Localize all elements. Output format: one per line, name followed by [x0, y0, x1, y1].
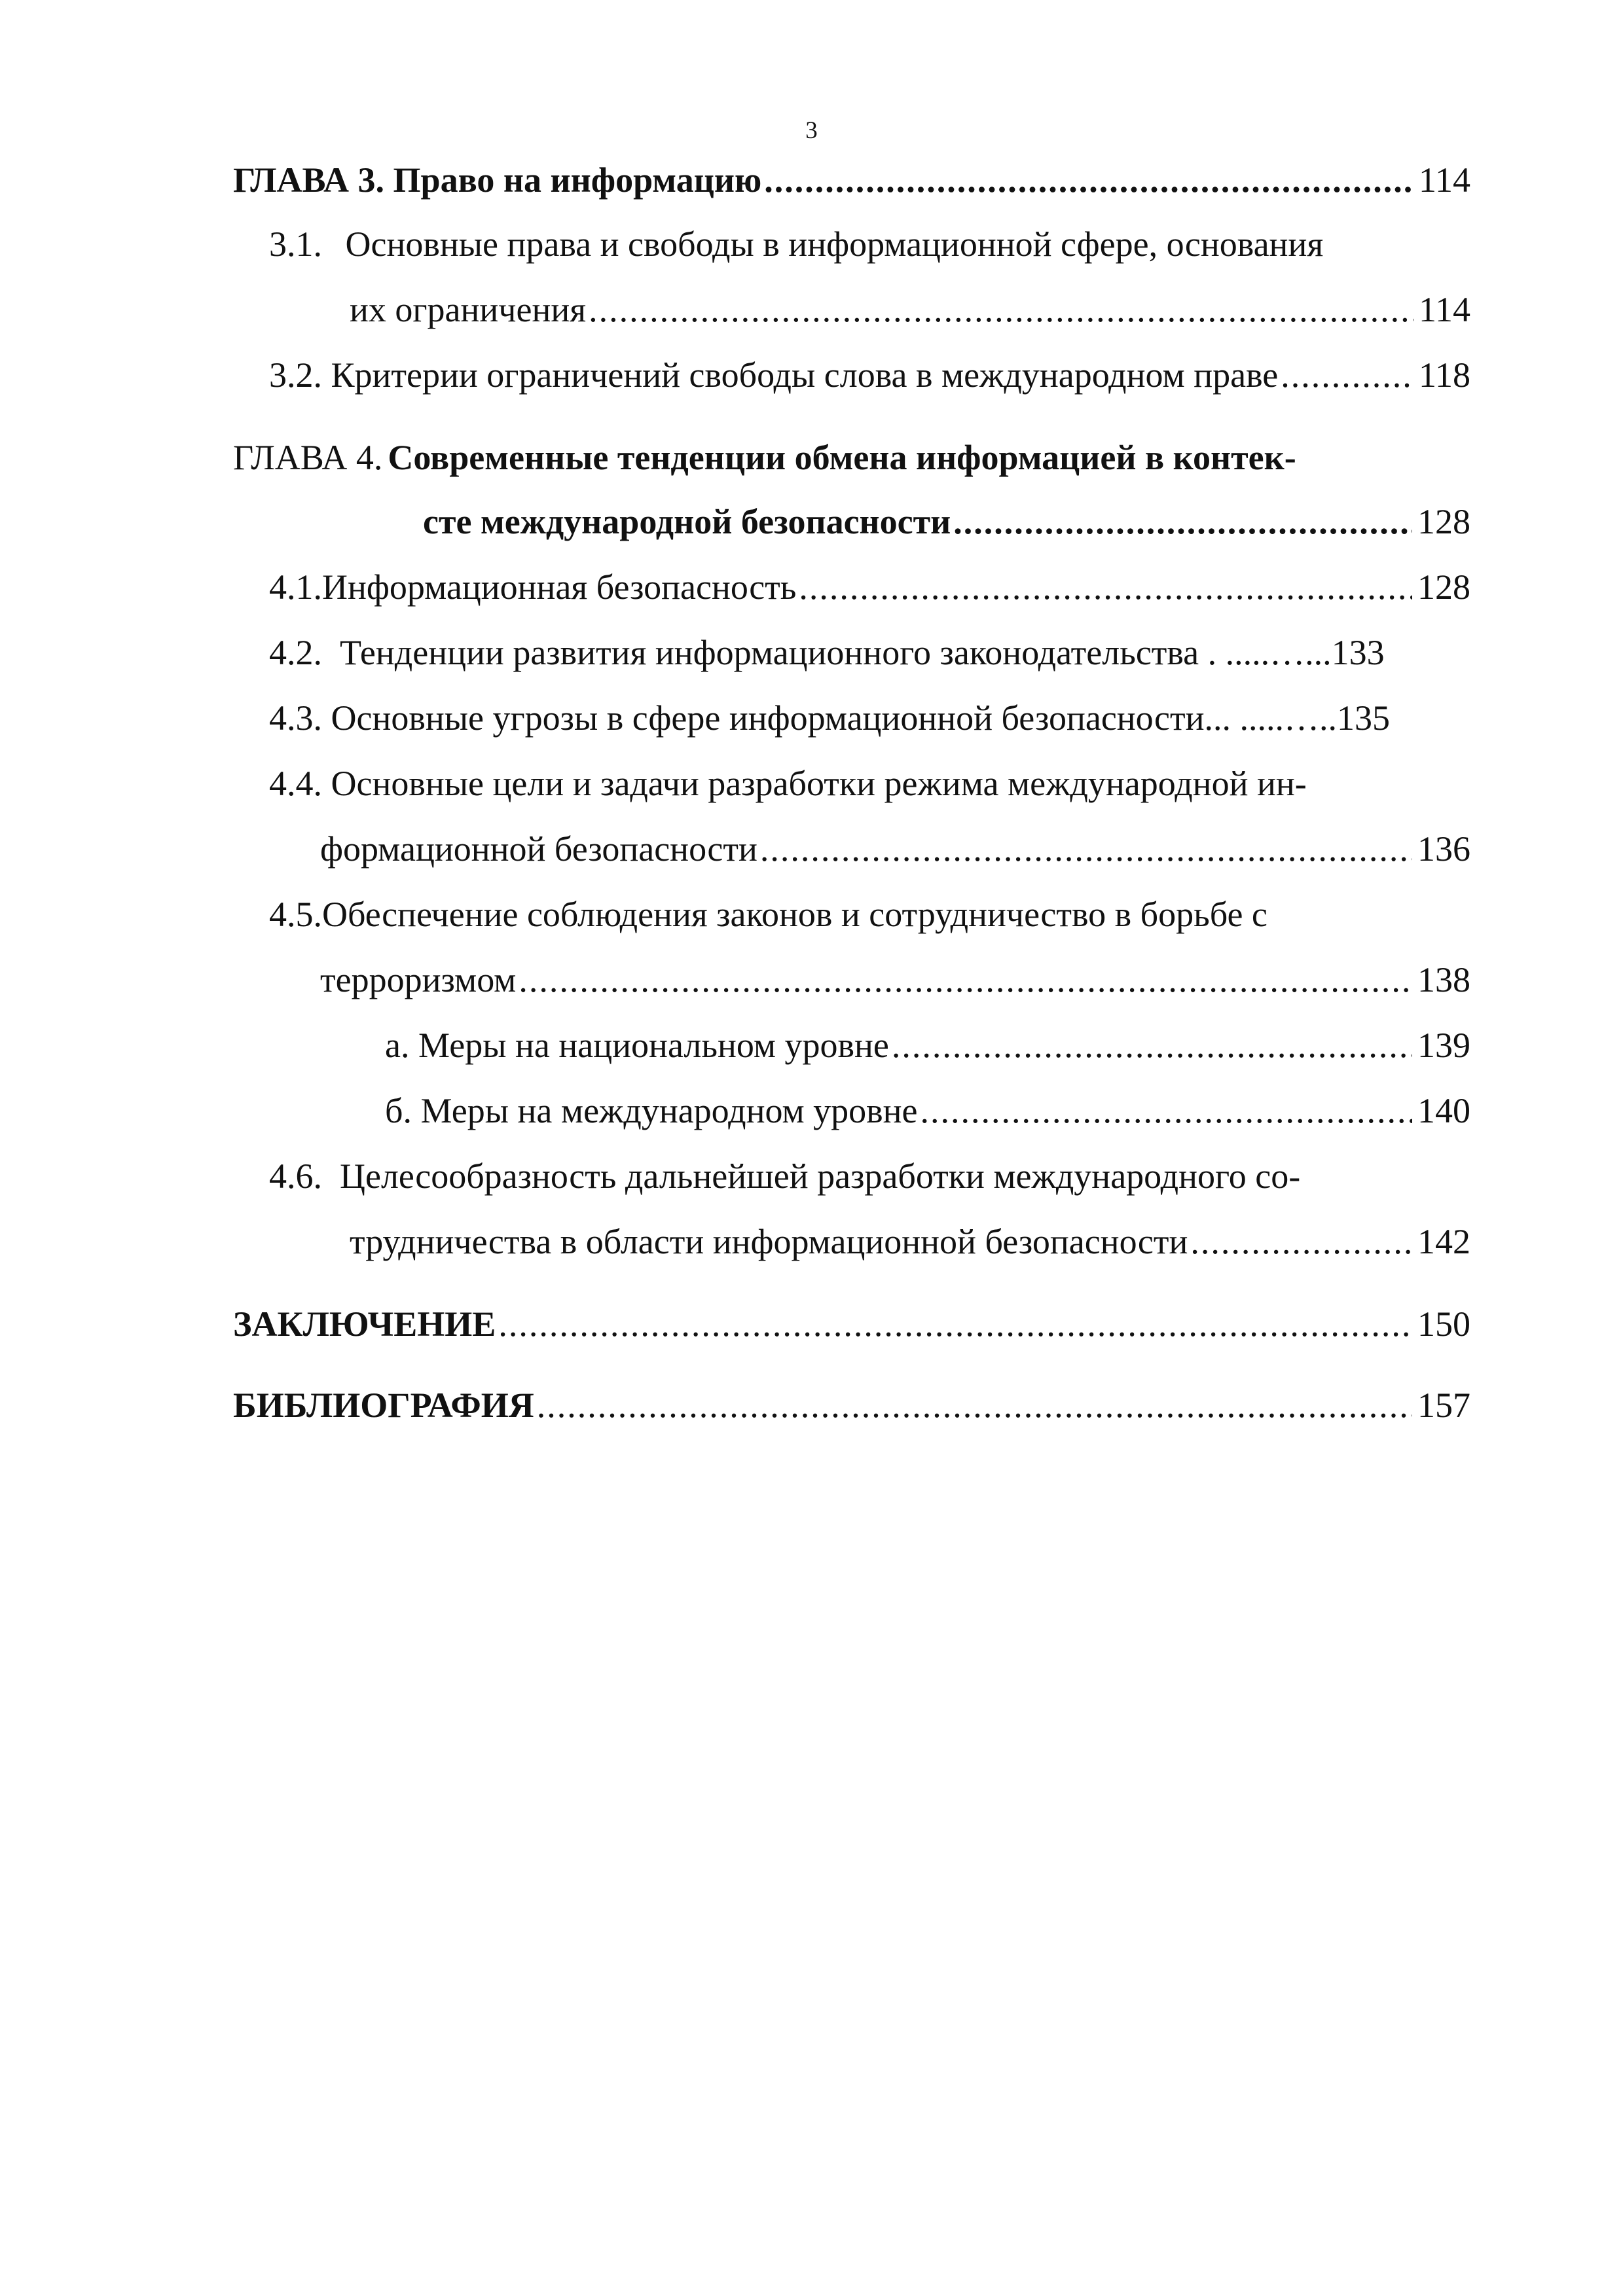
toc-entry-title: 3.2. Критерии ограничений свободы слова в международном праве — [269, 355, 1279, 395]
dot-leader — [764, 151, 1413, 209]
toc-entry-4-3[interactable] — [269, 689, 1470, 747]
toc-entry-title: 4.1.Информационная безопасность — [269, 567, 797, 607]
toc-entry-title: Основные права и свободы в информационной сфере, основания — [345, 224, 1324, 264]
toc-page-ref: 114 — [1419, 290, 1470, 329]
toc-entry-title-continued: формационной безопасности — [320, 829, 757, 869]
toc-page-ref: 114 — [1419, 160, 1470, 200]
toc-entry-chapter-4-line1[interactable] — [233, 428, 1470, 487]
toc-entry-4-1[interactable] — [269, 558, 1470, 617]
dot-leader — [589, 280, 1413, 339]
toc-page-ref: 139 — [1417, 1026, 1470, 1065]
toc-entry-4-2[interactable] — [269, 623, 1470, 682]
toc-entry-title: БИБЛИОГРАФИЯ — [233, 1386, 534, 1425]
dot-leader — [519, 950, 1412, 1009]
toc-entry-title-continued: их ограничения — [350, 290, 587, 329]
toc-entry-title: 4.3. Основные угрозы в сфере информационной безопасности... .....…..135 — [269, 698, 1390, 738]
toc-entry-conclusion[interactable] — [233, 1295, 1470, 1354]
toc-entry-title-continued: сте международной безопасности — [423, 502, 951, 541]
dot-leader — [760, 819, 1412, 878]
toc-entry-title: ГЛАВА 3. Право на информацию — [233, 160, 762, 200]
toc-entry-title: 4.2. Тенденции развития информационного законодательства . .....…...133 — [269, 633, 1385, 672]
toc-page-ref: 136 — [1417, 829, 1470, 869]
toc-entry-4-5-b[interactable] — [385, 1081, 1470, 1140]
toc-entry-title: 4.6. Целесообразность дальнейшей разработки международного со- — [269, 1157, 1301, 1196]
toc-page-ref: 128 — [1417, 502, 1470, 541]
toc-entry-3-2[interactable] — [269, 346, 1470, 404]
toc-entry-4-4-line1[interactable] — [269, 754, 1470, 813]
toc-page-ref: 150 — [1417, 1304, 1470, 1344]
dot-leader — [1281, 346, 1413, 404]
toc-entry-4-5-a[interactable] — [385, 1016, 1470, 1075]
dot-leader — [1190, 1212, 1412, 1271]
dot-leader — [498, 1295, 1412, 1354]
toc-entry-title-continued: трудничества в области информационной безопасности — [350, 1222, 1188, 1261]
toc-entry-title-continued: терроризмом — [320, 960, 517, 999]
toc-entry-title: 4.4. Основные цели и задачи разработки режима международной ин- — [269, 764, 1307, 803]
toc-entry-3-1-line2[interactable] — [350, 280, 1470, 339]
toc-page-ref: 118 — [1419, 355, 1470, 395]
dot-leader — [953, 492, 1412, 551]
toc-page-ref: 157 — [1417, 1386, 1470, 1425]
toc-page-ref: 142 — [1417, 1222, 1470, 1261]
page-number: 3 — [805, 117, 818, 144]
toc-entry-4-5-line1[interactable] — [269, 885, 1470, 944]
dot-leader — [799, 558, 1412, 617]
toc-page-ref: 140 — [1417, 1091, 1470, 1130]
dot-leader — [892, 1016, 1412, 1075]
toc-entry-4-5-line2[interactable] — [320, 950, 1470, 1009]
toc-chapter-prefix: ГЛАВА 4. — [233, 438, 383, 477]
toc-entry-bibliography[interactable] — [233, 1376, 1470, 1435]
toc-section-number: 3.1. — [269, 224, 322, 264]
toc-entry-4-4-line2[interactable] — [320, 819, 1470, 878]
toc-page-ref: 128 — [1417, 567, 1470, 607]
toc-entry-3-1-line1[interactable] — [269, 215, 1470, 274]
toc-entry-title: ЗАКЛЮЧЕНИЕ — [233, 1304, 496, 1344]
toc-page-ref: 138 — [1417, 960, 1470, 999]
toc-entry-chapter-4-line2[interactable] — [423, 492, 1470, 551]
toc-entry-title: 4.5.Обеспечение соблюдения законов и сотрудничество в борьбе с — [269, 895, 1267, 934]
toc-entry-4-6-line1[interactable] — [269, 1147, 1470, 1206]
toc-entry-chapter-3[interactable] — [233, 151, 1470, 209]
dot-leader — [921, 1081, 1412, 1140]
toc-entry-4-6-line2[interactable] — [350, 1212, 1470, 1271]
toc-entry-title: б. Меры на международном уровне — [385, 1091, 918, 1130]
toc-entry-title: Современные тенденции обмена информацией в контек- — [388, 438, 1296, 477]
dot-leader — [537, 1376, 1412, 1435]
toc-entry-title: а. Меры на национальном уровне — [385, 1026, 889, 1065]
